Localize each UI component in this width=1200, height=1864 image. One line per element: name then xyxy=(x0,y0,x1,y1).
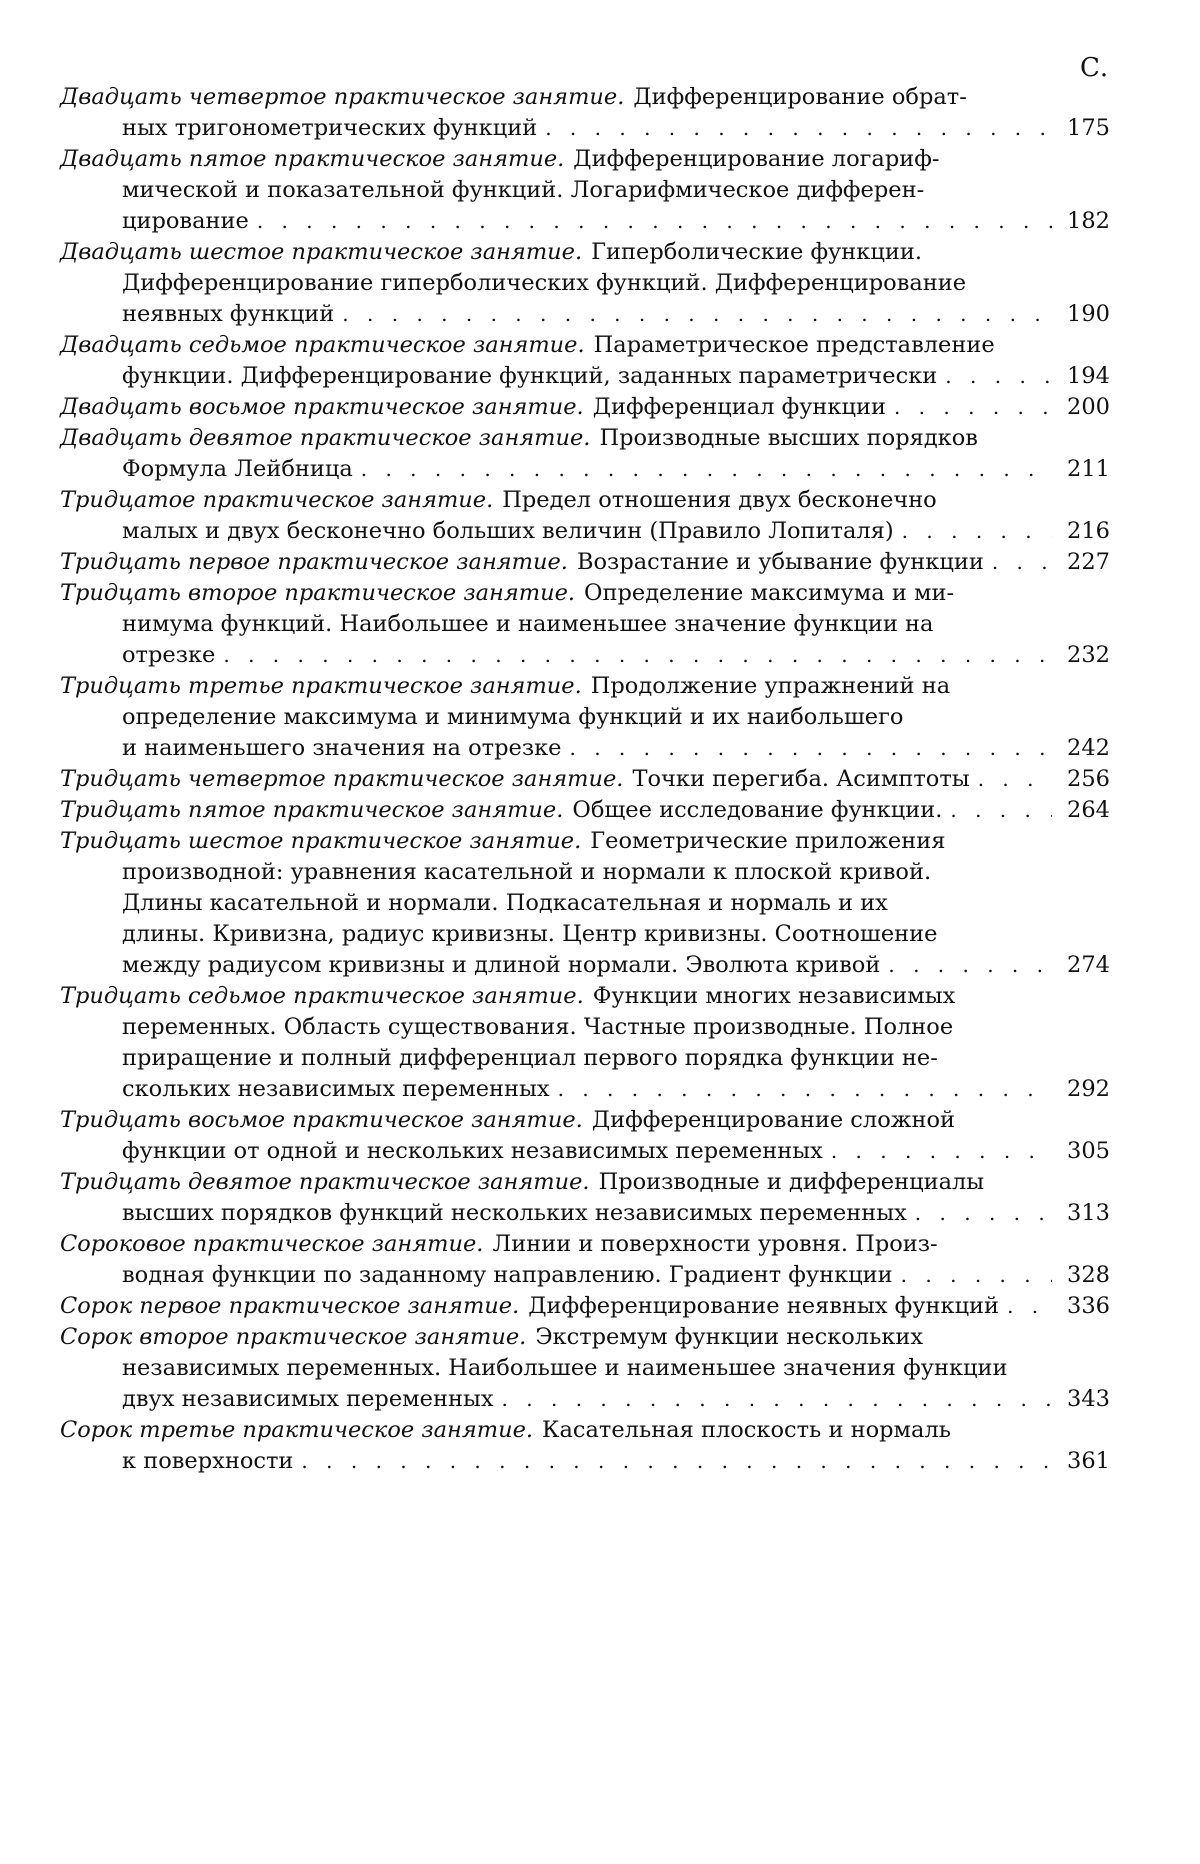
toc-entry-topic-text: Предел отношения двух бесконечно xyxy=(502,487,937,513)
toc-entry-topic-text: и наименьшего значения на отрезке xyxy=(122,735,562,761)
toc-leader-dots xyxy=(978,764,1052,795)
toc-entry-first-line xyxy=(60,578,1110,609)
toc-entry-topic-text: малых и двух бесконечно больших величин (Правило Лопиталя) xyxy=(122,518,894,544)
toc-entry-topic-text: переменных. Область существования. Частные производные. Полное xyxy=(122,1014,954,1040)
toc-entry-topic-text: производной: уравнения касательной и нормали к плоской кривой. xyxy=(122,859,932,885)
toc-entry-first-line xyxy=(60,82,1110,113)
toc-page-number: 232 xyxy=(1067,642,1110,668)
toc-entry-first-line xyxy=(60,1291,1110,1322)
toc-entry-topic-text: Функции многих независимых xyxy=(592,983,956,1009)
toc-entry-topic-text: Линии и поверхности уровня. Произ- xyxy=(492,1231,938,1257)
toc-leader-dots xyxy=(831,1136,1052,1167)
toc-page-number: 190 xyxy=(1067,301,1110,327)
toc-entry-continuation-line xyxy=(60,1260,1110,1291)
toc-page-number: 200 xyxy=(1067,394,1110,420)
toc-entry xyxy=(60,82,1110,144)
toc-leader-dots xyxy=(361,454,1052,485)
toc-entry-topic-text: двух независимых переменных xyxy=(122,1386,494,1412)
toc-entry-topic-text: цирование xyxy=(122,208,249,234)
toc-entry-first-line xyxy=(60,826,1110,857)
toc-entry-continuation-line xyxy=(60,1384,1110,1415)
toc-entry-first-line xyxy=(60,392,1110,423)
toc-entry-topic-text: приращение и полный дифференциал первого порядка функции не- xyxy=(122,1045,938,1071)
toc-entry-topic-text: Формула Лейбница xyxy=(122,456,353,482)
toc-page-number: 227 xyxy=(1067,549,1110,575)
toc-entry-lesson-title: Двадцать восьмое практическое занятие. xyxy=(60,394,584,420)
toc-entry-continuation-line xyxy=(60,175,1110,206)
toc-entry-topic-text: мической и показательной функций. Логарифмическое дифферен- xyxy=(122,177,925,203)
toc-leader-dots xyxy=(1007,1291,1052,1322)
toc-leader-dots xyxy=(915,1198,1052,1229)
toc-entry xyxy=(60,237,1110,330)
toc-entry-first-line xyxy=(60,1415,1110,1446)
toc-entry xyxy=(60,485,1110,547)
toc-entry-topic-text: Общее исследование функции. xyxy=(572,797,943,823)
toc-leader-dots xyxy=(545,113,1052,144)
toc-entry-lesson-title: Двадцать шестое практическое занятие. xyxy=(60,239,583,265)
toc-entry-continuation-line xyxy=(60,361,1110,392)
toc-entry-lesson-title: Тридцатое практическое занятие. xyxy=(60,487,494,513)
toc-entry xyxy=(60,1322,1110,1415)
toc-page-number: 182 xyxy=(1067,208,1110,234)
toc-entry-topic-text: независимых переменных. Наибольшее и наименьшее значения функции xyxy=(122,1355,1008,1381)
toc-entry xyxy=(60,1229,1110,1291)
toc-entry-topic-text: определение максимума и минимума функций и их наибольшего xyxy=(122,704,904,730)
toc-entry-continuation-line xyxy=(60,1136,1110,1167)
toc-entry-continuation-line xyxy=(60,733,1110,764)
toc-entry-lesson-title: Тридцать третье практическое занятие. xyxy=(60,673,582,699)
toc-entry-continuation-line xyxy=(60,1353,1110,1384)
toc-page-number: 292 xyxy=(1067,1076,1110,1102)
toc-page-number: 194 xyxy=(1067,363,1110,389)
toc-entry-lesson-title: Тридцать второе практическое занятие. xyxy=(60,580,576,606)
toc-leader-dots xyxy=(902,516,1052,547)
toc-entry-first-line xyxy=(60,671,1110,702)
toc-entry-continuation-line xyxy=(60,640,1110,671)
toc-entry-lesson-title: Тридцать девятое практическое занятие. xyxy=(60,1169,590,1195)
toc-entry-lesson-title: Сорок третье практическое занятие. xyxy=(60,1417,534,1443)
toc-entry xyxy=(60,423,1110,485)
toc-entry-continuation-line xyxy=(60,454,1110,485)
toc-entry-first-line xyxy=(60,1167,1110,1198)
toc-entry-first-line xyxy=(60,330,1110,361)
toc-page-number: 242 xyxy=(1067,735,1110,761)
toc-entry-topic-text: Дифференцирование гиперболических функций. Дифференцирование xyxy=(122,270,967,296)
toc-entry-first-line xyxy=(60,981,1110,1012)
toc-entry-topic-text: Дифференцирование обрат- xyxy=(633,84,967,110)
toc-page-number: 211 xyxy=(1067,456,1110,482)
toc-entry-continuation-line xyxy=(60,1043,1110,1074)
toc-entry-first-line xyxy=(60,547,1110,578)
toc-leader-dots xyxy=(945,361,1052,392)
toc-entry-topic-text: Экстремум функции нескольких xyxy=(535,1324,924,1350)
toc-entry-continuation-line xyxy=(60,516,1110,547)
toc-entry-continuation-line xyxy=(60,702,1110,733)
toc-entry-topic-text: Гиперболические функции. xyxy=(591,239,922,265)
toc-entry-topic-text: функции от одной и нескольких независимых переменных xyxy=(122,1138,823,1164)
toc-entry-topic-text: Производные и дифференциалы xyxy=(598,1169,985,1195)
toc-entry-lesson-title: Тридцать первое практическое занятие. xyxy=(60,549,568,575)
toc-entry xyxy=(60,826,1110,981)
toc-entry-lesson-title: Сороковое практическое занятие. xyxy=(60,1231,484,1257)
toc-entry-continuation-line xyxy=(60,299,1110,330)
toc-entry xyxy=(60,795,1110,826)
toc-entry-first-line xyxy=(60,423,1110,454)
toc-page-number: 328 xyxy=(1067,1262,1110,1288)
toc-entry-lesson-title: Двадцать четвертое практическое занятие. xyxy=(60,84,625,110)
toc-entry xyxy=(60,330,1110,392)
toc-entry-topic-text: Дифференцирование логариф- xyxy=(573,146,940,172)
toc-entry-topic-text: функции. Дифференцирование функций, заданных параметрически xyxy=(122,363,938,389)
toc-page-number: 313 xyxy=(1067,1200,1110,1226)
toc-entry-topic-text: отрезке xyxy=(122,642,216,668)
toc-entry-topic-text: Дифференцирование сложной xyxy=(591,1107,955,1133)
toc-entry-topic-text: Параметрическое представление xyxy=(593,332,995,358)
toc-leader-dots xyxy=(950,795,1052,826)
toc-entry-continuation-line xyxy=(60,1012,1110,1043)
toc-entry-topic-text: Дифференциал функции xyxy=(592,394,886,420)
toc-entry-topic-text: Касательная плоскость и нормаль xyxy=(542,1417,952,1443)
toc-entry xyxy=(60,671,1110,764)
toc-entry xyxy=(60,1291,1110,1322)
toc-leader-dots xyxy=(301,1446,1052,1477)
toc-leader-dots xyxy=(992,547,1052,578)
toc-entry-continuation-line xyxy=(60,268,1110,299)
toc-entry-topic-text: между радиусом кривизны и длиной нормали. Эволюта кривой xyxy=(122,952,881,978)
toc-entry-topic-text: Определение максимума и ми- xyxy=(584,580,955,606)
toc-leader-dots xyxy=(223,640,1052,671)
toc-page-number: 336 xyxy=(1067,1293,1110,1319)
toc-entry-lesson-title: Сорок первое практическое занятие. xyxy=(60,1293,520,1319)
toc-entry-topic-text: длины. Кривизна, радиус кривизны. Центр кривизны. Соотношение xyxy=(122,921,938,947)
toc-entry-continuation-line xyxy=(60,857,1110,888)
toc-entry-continuation-line xyxy=(60,919,1110,950)
toc-entry-topic-text: к поверхности xyxy=(122,1448,294,1474)
toc-entry-lesson-title: Тридцать восьмое практическое занятие. xyxy=(60,1107,583,1133)
toc-entry-topic-text: высших порядков функций нескольких независимых переменных xyxy=(122,1200,907,1226)
toc-entry-lesson-title: Двадцать девятое практическое занятие. xyxy=(60,425,591,451)
toc-entry xyxy=(60,392,1110,423)
table-of-contents xyxy=(60,82,1110,1477)
toc-entry-topic-text: Производные высших порядков xyxy=(599,425,978,451)
toc-leader-dots xyxy=(342,299,1052,330)
toc-entry-lesson-title: Тридцать шестое практическое занятие. xyxy=(60,828,582,854)
toc-entry xyxy=(60,981,1110,1105)
toc-entry-first-line xyxy=(60,1322,1110,1353)
toc-entry-topic-text: Геометрические приложения xyxy=(590,828,946,854)
toc-entry-continuation-line xyxy=(60,206,1110,237)
toc-entry xyxy=(60,764,1110,795)
toc-page-number: 343 xyxy=(1067,1386,1110,1412)
toc-entry-first-line xyxy=(60,485,1110,516)
toc-entry-continuation-line xyxy=(60,113,1110,144)
toc-entry-lesson-title: Тридцать пятое практическое занятие. xyxy=(60,797,564,823)
toc-entry-topic-text: Возрастание и убывание функции xyxy=(576,549,984,575)
toc-entry-topic-text: Дифференцирование неявных функций xyxy=(528,1293,1000,1319)
toc-entry-first-line xyxy=(60,1105,1110,1136)
toc-entry-continuation-line xyxy=(60,609,1110,640)
toc-leader-dots xyxy=(502,1384,1052,1415)
toc-entry-topic-text: Точки перегиба. Асимптоты xyxy=(632,766,970,792)
toc-entry-topic-text: неявных функций xyxy=(122,301,335,327)
toc-entry-continuation-line xyxy=(60,1446,1110,1477)
toc-leader-dots xyxy=(888,950,1052,981)
toc-entry-first-line xyxy=(60,1229,1110,1260)
toc-leader-dots xyxy=(558,1074,1052,1105)
toc-page-number: 175 xyxy=(1067,115,1110,141)
toc-leader-dots xyxy=(257,206,1052,237)
toc-entry-lesson-title: Тридцать седьмое практическое занятие. xyxy=(60,983,584,1009)
toc-leader-dots xyxy=(894,392,1052,423)
toc-entry-lesson-title: Двадцать пятое практическое занятие. xyxy=(60,146,565,172)
toc-entry-topic-text: скольких независимых переменных xyxy=(122,1076,550,1102)
toc-leader-dots xyxy=(569,733,1052,764)
toc-leader-dots xyxy=(901,1260,1052,1291)
toc-entry-first-line xyxy=(60,764,1110,795)
toc-page-number: 361 xyxy=(1067,1448,1110,1474)
toc-entry-lesson-title: Двадцать седьмое практическое занятие. xyxy=(60,332,585,358)
toc-entry xyxy=(60,547,1110,578)
toc-entry-lesson-title: Тридцать четвертое практическое занятие. xyxy=(60,766,624,792)
toc-entry-topic-text: нимума функций. Наибольшее и наименьшее значение функции на xyxy=(122,611,934,637)
toc-entry-lesson-title: Сорок второе практическое занятие. xyxy=(60,1324,527,1350)
toc-entry xyxy=(60,1415,1110,1477)
toc-page-number: 274 xyxy=(1067,952,1110,978)
toc-entry-continuation-line xyxy=(60,950,1110,981)
toc-entry-continuation-line xyxy=(60,888,1110,919)
toc-entry-topic-text: водная функции по заданному направлению. Градиент функции xyxy=(122,1262,893,1288)
toc-entry-continuation-line xyxy=(60,1074,1110,1105)
toc-entry-continuation-line xyxy=(60,1198,1110,1229)
toc-entry-first-line xyxy=(60,144,1110,175)
page-column-header: С. xyxy=(1080,53,1109,83)
toc-entry xyxy=(60,1167,1110,1229)
toc-entry-first-line xyxy=(60,237,1110,268)
toc-entry-topic-text: Длины касательной и нормали. Подкасательная и нормаль и их xyxy=(122,890,888,916)
toc-entry xyxy=(60,578,1110,671)
toc-entry xyxy=(60,1105,1110,1167)
toc-entry-topic-text: Продолжение упражнений на xyxy=(590,673,951,699)
toc-page-number: 264 xyxy=(1067,797,1110,823)
toc-page-number: 305 xyxy=(1067,1138,1110,1164)
toc-entry-topic-text: ных тригонометрических функций xyxy=(122,115,538,141)
toc-page-number: 256 xyxy=(1067,766,1110,792)
toc-page-number: 216 xyxy=(1067,518,1110,544)
toc-entry-first-line xyxy=(60,795,1110,826)
toc-entry xyxy=(60,144,1110,237)
